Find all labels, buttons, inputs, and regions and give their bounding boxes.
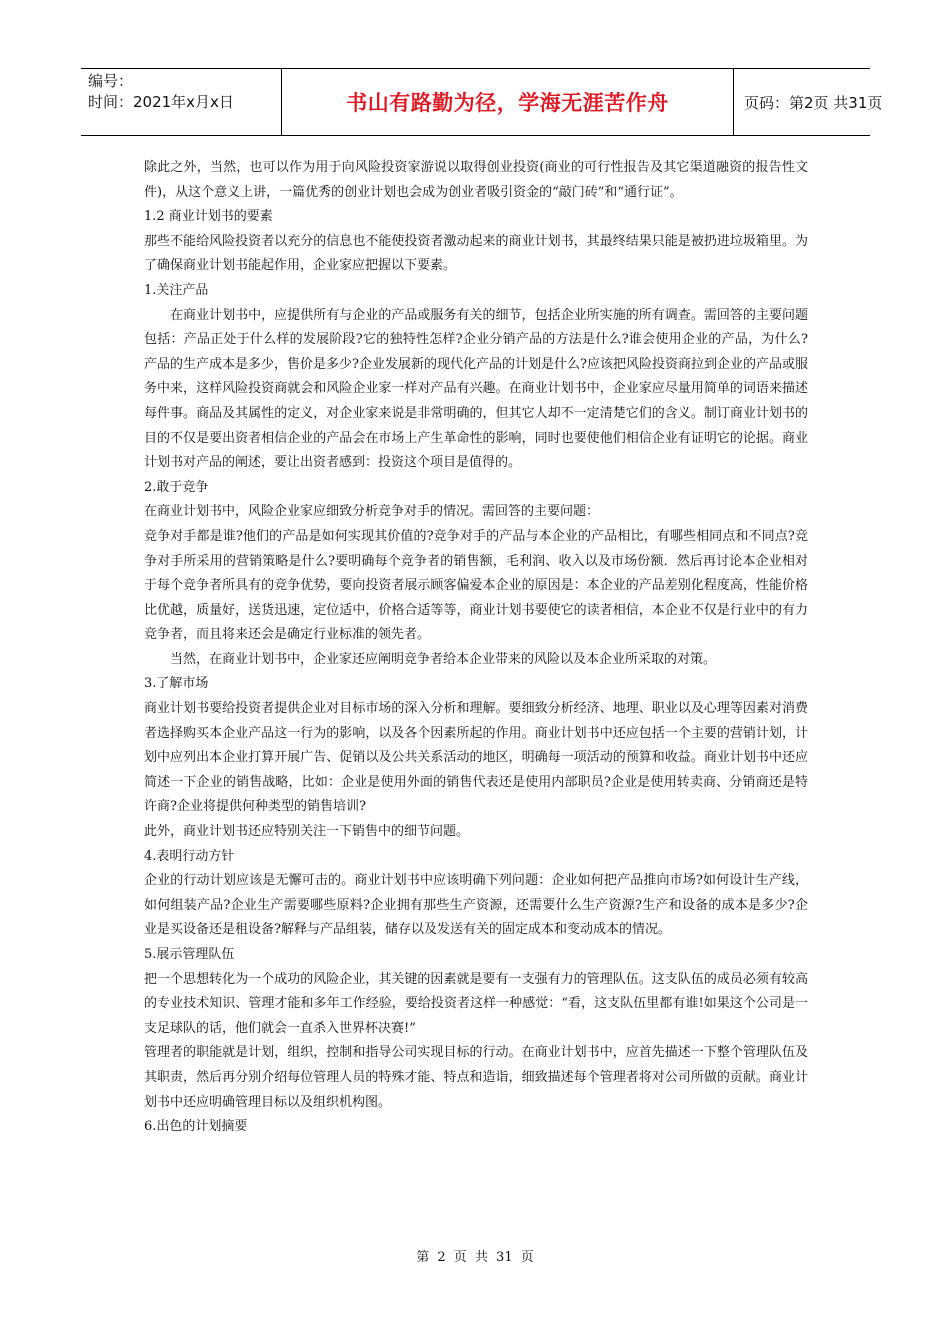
header-motto: 书山有路勤为径，学海无涯苦作舟 [282, 69, 734, 135]
paragraph: 竞争对手都是谁?他们的产品是如何实现其价值的?竞争对手的产品与本企业的产品相比，有哪些相同点和不同点?竞争对手所采用的营销策略是什么?要明确每个竞争者的销售额，毛利润、收入以及市场份额．然后再讨论本企业相对于每个竞争者所具有的竞争优势，要向投资者展示顾客偏爱本企业的原因是：本企业的产品差别化程度高，性能价格比优越，质量好，送货迅速，定位适中，价格合适等等，商业计划书要使它的读者相信，本企业不仅是行业中的有力竞争者，而且将来还会是确定行业标准的领先者。 [144, 528, 808, 643]
section-heading: 1.2 商业计划书的要素 [144, 209, 273, 225]
paragraph: 商业计划书要给投资者提供企业对目标市场的深入分析和理解。要细致分析经济、地理、职业以及心理等因素对消费者选择购买本企业产品这一行为的影响，以及各个因素所起的作用。商业计划书中还应包括一个主要的营销计划，计划中应列出本企业打算开展广告、促销以及公共关系活动的地区，明确每一项活动的预算和收益。商业计划书中还应简述一下企业的销售战略，比如：企业是使用外面的销售代表还是使用内部职员?企业是使用转卖商、分销商还是特许商?企业将提供何种类型的销售培训? [144, 701, 808, 815]
document-time-label: 时间：2021年x月x日 [88, 93, 234, 111]
header-meta [81, 69, 282, 135]
document-body [144, 156, 808, 1140]
paragraph: 当然，在商业计划书中，企业家还应阐明竞争者给本企业带来的风险以及本企业所采取的对策。 [170, 651, 717, 667]
page-footer: 第 2 页 共 31 页 [416, 1250, 534, 1265]
paragraph: 此外，商业计划书还应特别关注一下销售中的细节问题。 [144, 824, 470, 840]
paragraph: 企业的行动计划应该是无懈可击的。商业计划书中应该明确下列问题：企业如何把产品推向市场?如何设计生产线，如何组装产品?企业生产需要哪些原料?企业拥有那些生产资源，还需要什么生产资源?生产和设备的成本是多少?企业是买设备还是租设备?解释与产品组装，储存以及发送有关的固定成本和变动成本的情况。 [144, 873, 808, 938]
header-page-info: 页码：第2页 共31页 [744, 93, 883, 112]
section-heading: 6.出色的计划摘要 [144, 1119, 248, 1135]
document-number-label: 编号： [88, 72, 134, 90]
section-heading: 1.关注产品 [144, 282, 209, 298]
paragraph: 在商业计划书中，风险企业家应细致分析竞争对手的情况。需回答的主要问题： [144, 504, 600, 520]
paragraph: 管理者的职能就是计划，组织，控制和指导公司实现目标的行动。在商业计划书中，应首先描述一下整个管理队伍及其职责，然后再分别介绍每位管理人员的特殊才能、特点和造诣，细致描述每个管理者将对公司所做的贡献。商业计划书中还应明确管理目标以及组织机构图。 [144, 1045, 808, 1110]
section-heading: 4.表明行动方针 [144, 848, 235, 864]
page-header [81, 68, 883, 136]
paragraph: 那些不能给风险投资者以充分的信息也不能使投资者激动起来的商业计划书，其最终结果只能是被扔进垃圾箱里。为了确保商业计划书能起作用，企业家应把握以下要素。 [144, 233, 808, 274]
paragraph: 在商业计划书中，应提供所有与企业的产品或服务有关的细节，包括企业所实施的所有调查。需回答的主要问题包括：产品正处于什么样的发展阶段?它的独特性怎样?企业分销产品的方法是什么?谁会使用企业的产品，为什么?产品的生产成本是多少，售价是多少?企业发展新的现代化产品的计划是什么?应该把风险投资商拉到企业的产品或服务中来，这样风险投资商就会和风险企业家一样对产品有兴趣。在商业计划书中，企业家应尽量用简单的词语来描述每件事。商品及其属性的定义，对企业家来说是非常明确的，但其它人却不一定清楚它们的含义。制订商业计划书的目的不仅是要出资者相信企业的产品会在市场上产生革命性的影响，同时也要使他们相信企业有证明它的论据。商业计划书对产品的阐述，要让出资者感到：投资这个项目是值得的。 [144, 307, 808, 471]
paragraph: 除此之外，当然，也可以作为用于向风险投资家游说以取得创业投资(商业的可行性报告及其它渠道融资的报告性文件)，从这个意义上讲，一篇优秀的创业计划也会成为创业者吸引资金的“敲门砖”和“通行证”。 [144, 160, 808, 200]
section-heading: 2.敢于竞争 [144, 479, 209, 495]
section-heading: 5.展示管理队伍 [144, 947, 235, 962]
paragraph: 把一个思想转化为一个成功的风险企业，其关键的因素就是要有一支强有力的管理队伍。这支队伍的成员必须有较高的专业技术知识、管理才能和多年工作经验，要给投资者这样一种感觉：“看，这支队伍里都有谁!如果这个公司是一支足球队的话，他们就会一直杀入世界杯决赛!” [144, 971, 808, 1036]
section-heading: 3.了解市场 [144, 676, 209, 692]
